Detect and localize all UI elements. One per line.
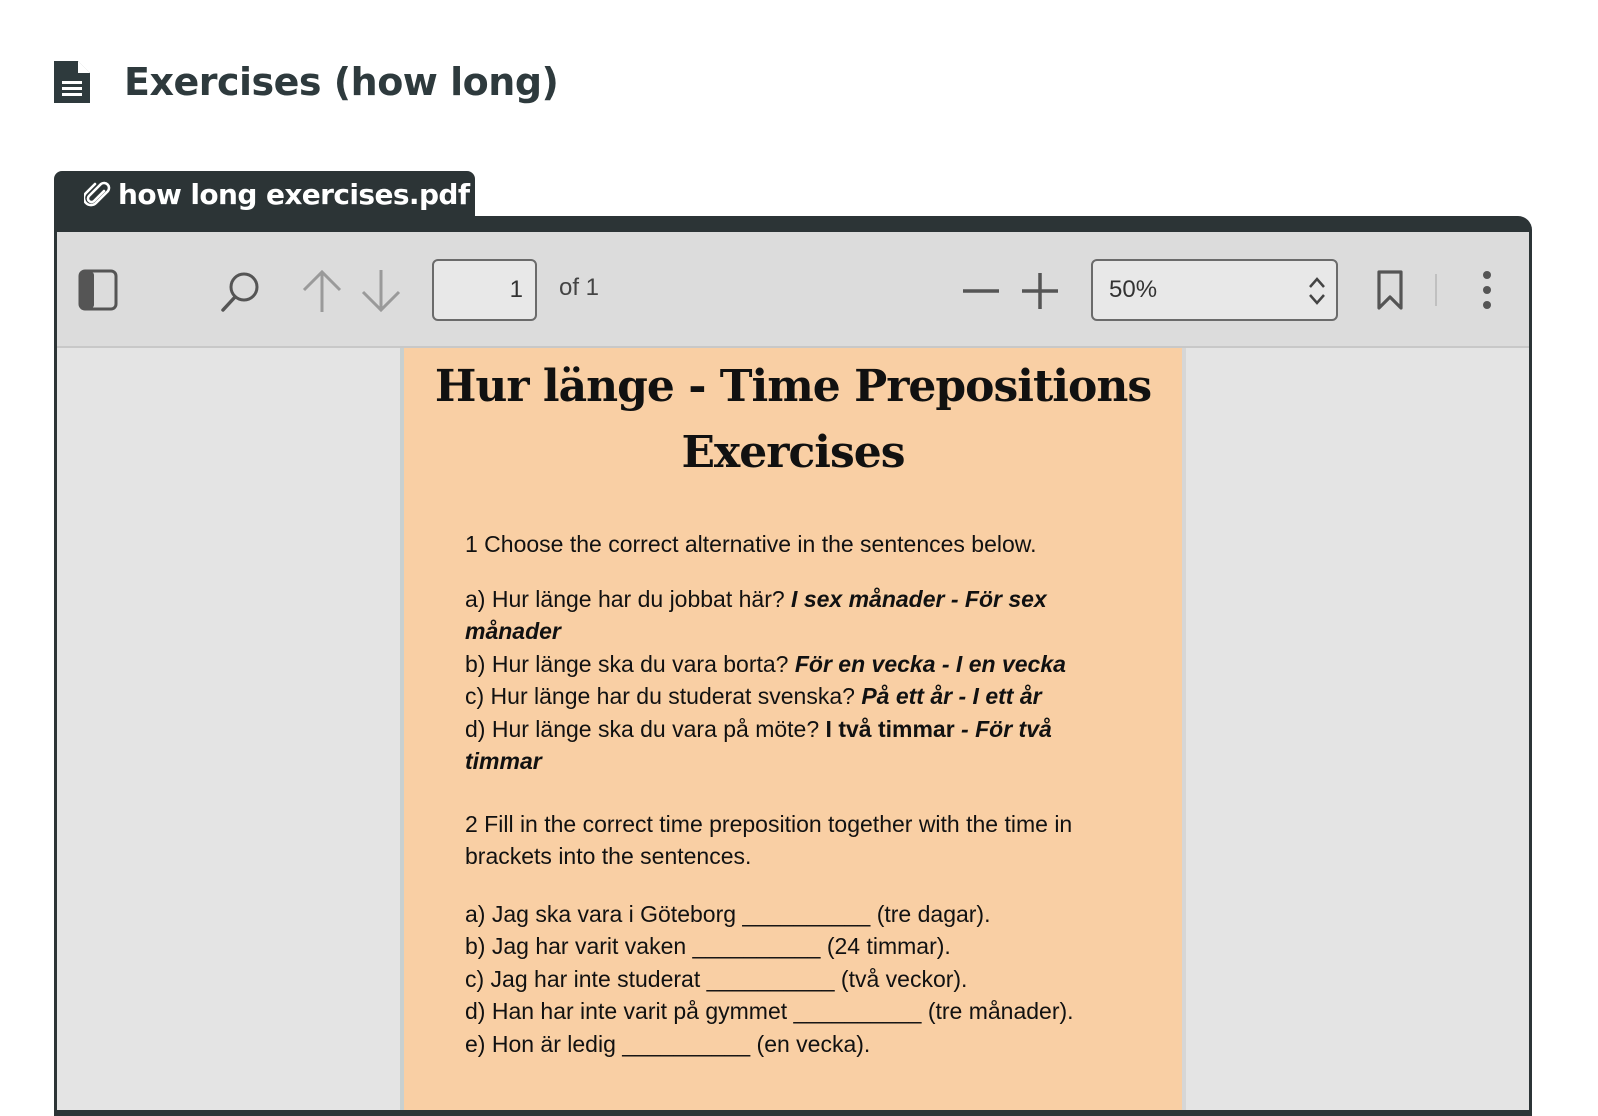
page-number-input[interactable]: 1 [432,259,537,321]
exercise-2-item: a) Jag ska vara i Göteborg __________ (tre dagar). [465,900,991,927]
document-title [404,354,1182,486]
arrow-down-icon[interactable] [360,268,402,314]
page-title: Exercises (how long) [124,60,559,104]
alternatives-text: På ett år - I ett år [861,683,1042,709]
alternatives-text: I sex månader - För sex månader [465,585,1047,644]
pdf-page [400,348,1186,1110]
exercise-2-item: d) Han har inte varit på gymmet __________ (tre månader). [465,998,1074,1024]
question-text: a) Hur länge har du jobbat här? [465,585,792,612]
more-vertical-icon[interactable] [1475,268,1499,312]
exercise-1-item [465,713,1125,778]
exercise-1-item [465,680,1125,713]
attachment-tab[interactable] [54,171,475,218]
document-body [465,528,1125,1060]
paperclip-icon [84,180,112,210]
question-text: b) Hur länge ska du vara borta? [465,650,795,677]
sidebar-toggle-icon[interactable] [77,268,119,312]
document-title-line-1: Hur länge - Time Prepositions [434,361,1152,412]
alternatives-text: - För två timmar [465,715,1052,774]
exercise-2-item: e) Hon är ledig __________ (en vecka). [465,1030,871,1057]
toolbar-separator [1435,274,1437,306]
pdf-toolbar [57,232,1529,348]
exercise-1-heading: 1 Choose the correct alternative in the sentences below. [465,531,1037,557]
plus-icon[interactable] [1019,270,1061,312]
document-icon [52,59,92,105]
minus-icon[interactable] [960,276,1002,306]
exercise-2-heading: 2 Fill in the correct time preposition together with the time in brackets into the sentences. [465,810,1073,869]
exercise-2-item: c) Jag har inte studerat __________ (två veckor). [465,965,968,992]
zoom-value: 50% [1109,276,1158,303]
alternatives-text: För en vecka - I en vecka [794,650,1066,677]
question-text: d) Hur länge ska du vara på möte? [465,715,826,742]
zoom-select[interactable] [1091,259,1338,321]
exercise-1-item [465,648,1125,681]
bookmark-icon[interactable] [1375,268,1405,312]
exercise-1-item [465,583,1125,648]
page-header [52,52,558,112]
question-text: c) Hur länge har du studerat svenska? [465,683,862,709]
page-count-label: of 1 [559,274,600,301]
chevron-up-down-icon [1307,275,1327,312]
arrow-up-icon[interactable] [301,268,343,314]
pdf-viewer [57,232,1529,1110]
alternatives-text-bold: I två timmar [825,715,955,742]
exercise-2-item: b) Jag har varit vaken __________ (24 timmar). [465,933,951,959]
search-icon[interactable] [217,268,263,314]
document-title-line-2: Exercises [681,427,905,478]
attachment-file-name[interactable]: how long exercises.pdf [118,178,470,211]
